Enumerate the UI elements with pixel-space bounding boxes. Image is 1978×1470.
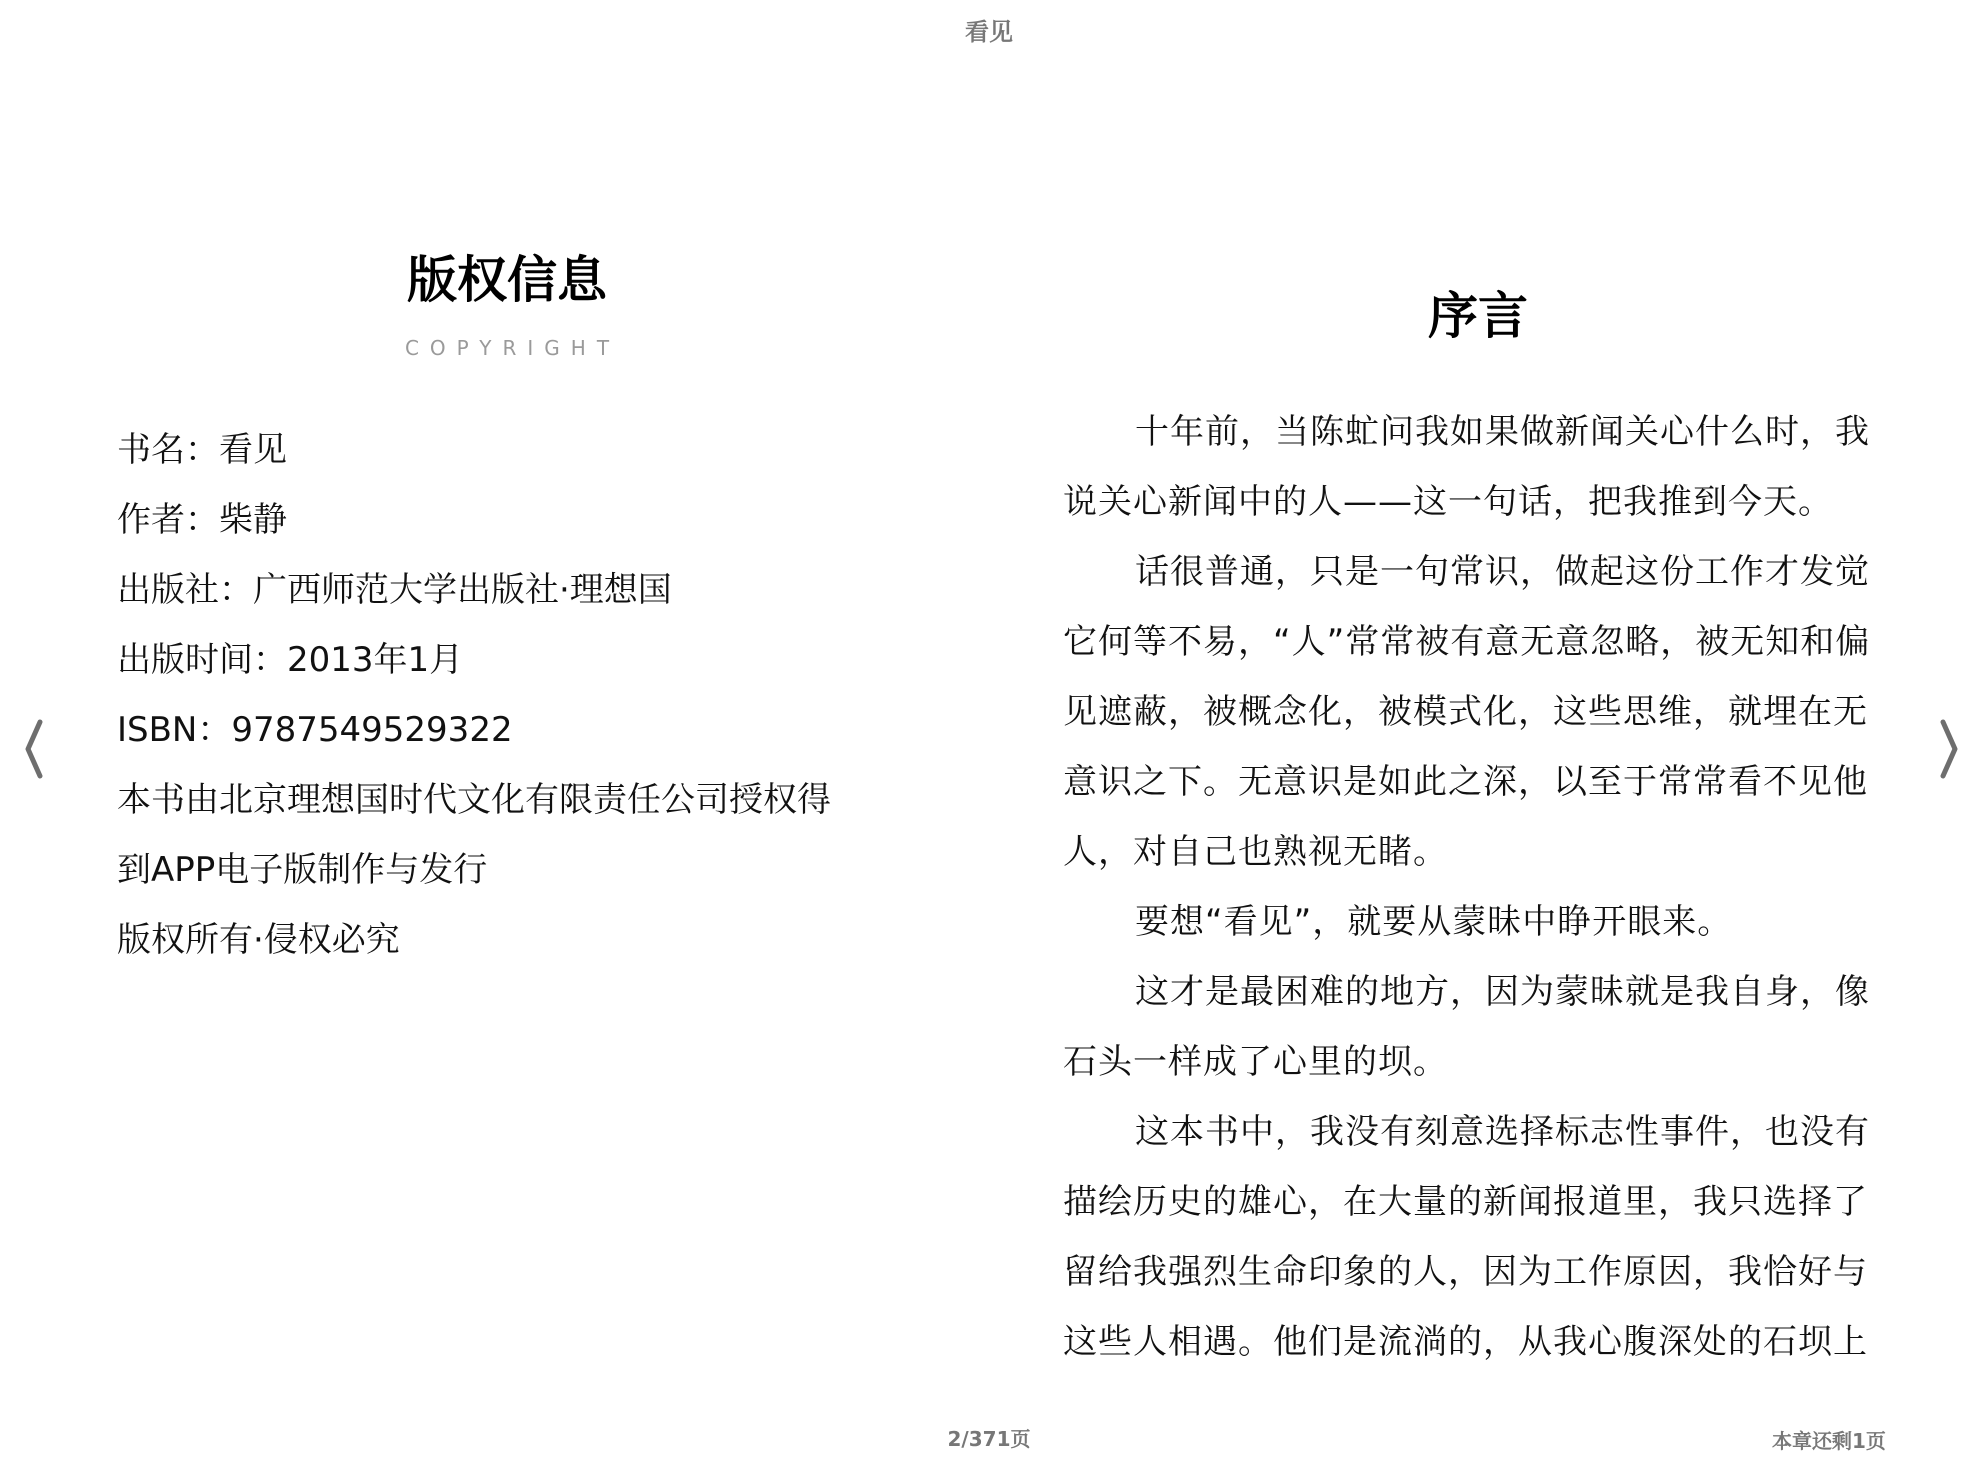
chevron-left-icon — [14, 716, 54, 782]
text-line: 这才是最困难的地方，因为蒙昧就是我自身，像 — [1135, 972, 1870, 1012]
text-line: 这本书中，我没有刻意选择标志性事件，也没有 — [1135, 1112, 1870, 1152]
copyright-subtitle: COPYRIGHT — [404, 336, 621, 360]
text-line: 意识之下。无意识是如此之深，以至于常常看不见他 — [1063, 762, 1868, 802]
text-line: 它何等不易，“人”常常被有意无意忽略，被无知和偏 — [1063, 622, 1871, 662]
info-publish-date: 出版时间：2013年1月 — [117, 640, 464, 680]
copyright-info-list — [117, 415, 917, 975]
chapter-remaining-pages: 本章还剩1页 — [1772, 1429, 1886, 1453]
text-line: 说关心新闻中的人——这一句话，把我推到今天。 — [1063, 482, 1833, 522]
copyright-title: 版权信息 — [407, 251, 607, 309]
text-line: 留给我强烈生命印象的人，因为工作原因，我恰好与 — [1063, 1252, 1868, 1292]
book-title-header: 看见 — [965, 18, 1013, 46]
text-line: 十年前，当陈虻问我如果做新闻关心什么时，我 — [1135, 412, 1870, 452]
info-author: 作者：柴静 — [117, 500, 287, 540]
text-line: 见遮蔽，被概念化，被模式化，这些思维，就埋在无 — [1063, 692, 1868, 732]
page-indicator: 2/371页 — [947, 1427, 1031, 1451]
info-license-line-2: 到APP电子版制作与发行 — [117, 850, 488, 890]
info-license-line-1: 本书由北京理想国时代文化有限责任公司授权得 — [117, 780, 831, 820]
previous-page-button[interactable] — [14, 716, 54, 782]
info-publisher: 出版社：广西师范大学出版社·理想国 — [117, 570, 672, 610]
text-line: 石头一样成了心里的坝。 — [1063, 1042, 1448, 1082]
text-line: 话很普通，只是一句常识，做起这份工作才发觉 — [1135, 552, 1870, 592]
text-line: 要想“看见”，就要从蒙昧中睁开眼来。 — [1135, 902, 1733, 942]
text-line: 人，对自己也熟视无睹。 — [1063, 832, 1448, 872]
text-line: 描绘历史的雄心，在大量的新闻报道里，我只选择了 — [1063, 1182, 1868, 1222]
info-isbn: ISBN：9787549529322 — [117, 710, 513, 750]
next-page-button[interactable] — [1929, 716, 1969, 782]
preface-title: 序言 — [1428, 287, 1528, 345]
preface-body — [1063, 397, 1893, 1377]
info-book-name: 书名：看见 — [117, 430, 287, 470]
info-rights-reserved: 版权所有·侵权必究 — [117, 920, 400, 960]
text-line: 这些人相遇。他们是流淌的，从我心腹深处的石坝上 — [1063, 1322, 1868, 1362]
chevron-right-icon — [1929, 716, 1969, 782]
